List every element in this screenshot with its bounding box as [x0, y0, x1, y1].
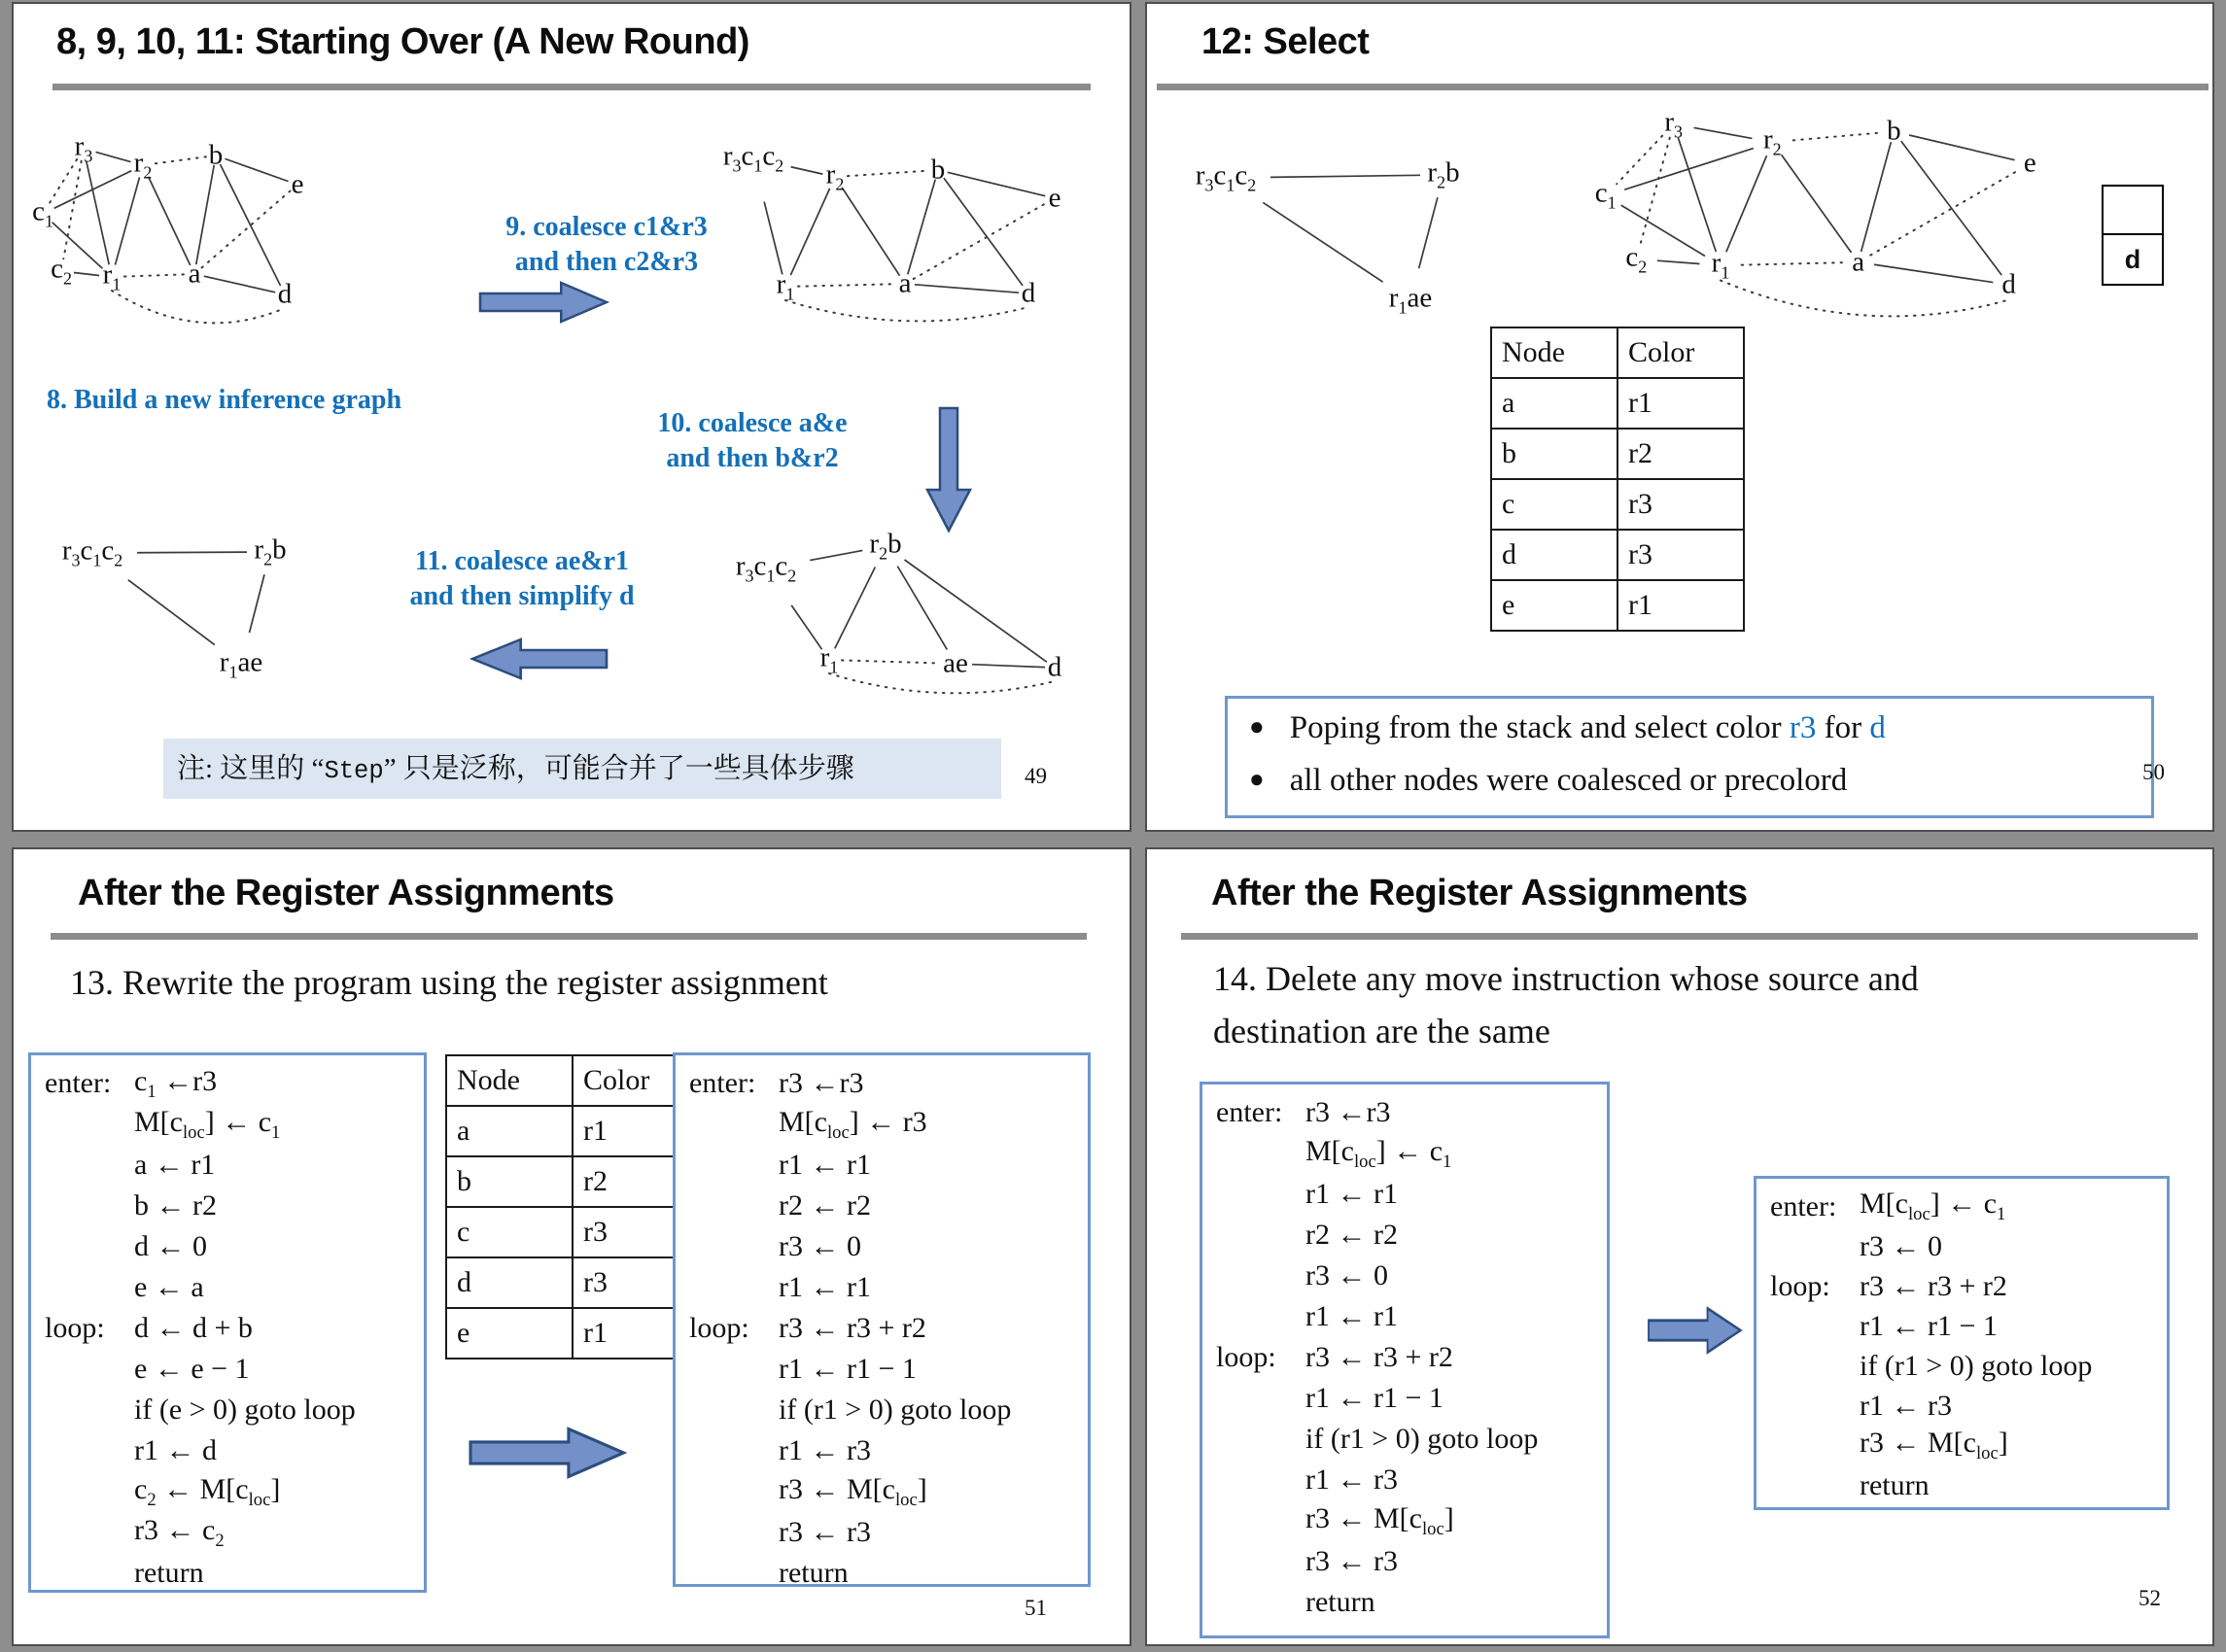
- code-line: r1 ← r3: [1860, 1389, 1952, 1422]
- code-line: return: [1860, 1468, 1930, 1501]
- slide-50: [1145, 2, 2214, 832]
- table-header: Color: [1617, 327, 1744, 378]
- code-line: r3 ← r3: [1305, 1545, 1398, 1577]
- graph-edges: [1580, 97, 2066, 358]
- code-line: d ← 0: [134, 1230, 207, 1262]
- graph-node-r1: $r_1$: [1711, 247, 1730, 283]
- slide-49: [12, 2, 1131, 832]
- graph-node-r2b: $r_2b$: [254, 533, 287, 569]
- table-header: Node: [446, 1055, 573, 1106]
- graph-node-r2: $r_2$: [1763, 123, 1782, 159]
- graph-node-b: b: [208, 139, 224, 171]
- step14-label-line1: 14. Delete any move instruction whose source and: [1213, 959, 1919, 998]
- graph-select-coalesced: [1165, 156, 1460, 318]
- graph-node-r3c1c2: $r_3c_1c_2$: [722, 140, 784, 176]
- code-line: enter: $M[c_{loc}]$ ← $c_1$: [1770, 1187, 2006, 1224]
- table-header-row: [446, 1055, 699, 1106]
- title-rule: [51, 933, 1087, 940]
- code-line: $c_2$ ← $M[c_{loc}]$: [134, 1472, 281, 1510]
- graph-node-e: e: [2023, 147, 2036, 179]
- graph-select-full: [1580, 97, 2066, 358]
- code-line: e ← e − 1: [134, 1353, 250, 1385]
- code-line: if (r1 > 0) goto loop: [779, 1394, 1012, 1426]
- graph-after-coalesce-c1r3-c2r3: [710, 140, 1079, 352]
- graph-node-b: b: [1887, 115, 1901, 147]
- code-line: return: [1305, 1586, 1375, 1618]
- code-line: loop: r3 ← r3 + r2: [1770, 1269, 2007, 1302]
- code-line: r3 ← 0: [1860, 1229, 1942, 1262]
- code-line: r3 ← r3: [779, 1516, 871, 1548]
- graph-node-r2: $r_2$: [133, 147, 153, 183]
- code-line: r1 ← r1 − 1: [779, 1353, 917, 1385]
- code-line: r3 ← $M[c_{loc}]$: [1305, 1501, 1454, 1539]
- code-line: r1 ← r1 − 1: [1305, 1382, 1443, 1414]
- table-row: e r1: [446, 1308, 699, 1359]
- table-row: b r2: [1491, 429, 1744, 479]
- table-row: b r2: [446, 1156, 699, 1207]
- graph-node-r2b: $r_2b$: [869, 528, 902, 564]
- graph-node-r2b: $r_2b$: [1427, 156, 1460, 192]
- interference-graph-initial: [27, 124, 319, 361]
- code-line: return: [134, 1557, 204, 1589]
- stack-cell-d: d: [2102, 235, 2164, 286]
- code-line: r2 ← r2: [1305, 1219, 1398, 1251]
- graph-after-coalesce-ae-br2: [717, 529, 1067, 718]
- graph-node-c1: $c_1$: [32, 195, 53, 231]
- graph-node-r2: $r_2$: [825, 158, 845, 194]
- select-stack: [2102, 185, 2164, 286]
- code-line: r1 ← r1 − 1: [1860, 1309, 1998, 1342]
- code-line: if (e > 0) goto loop: [134, 1394, 356, 1426]
- graph-node-r3c1c2: $r_3c_1c_2$: [1195, 159, 1257, 195]
- code-line: $M[c_{loc}]$ ← $c_1$: [1305, 1134, 1452, 1172]
- graph-node-r3: $r_3$: [1664, 106, 1683, 141]
- table-row: a r1: [1491, 378, 1744, 429]
- title-rule: [1157, 84, 2209, 90]
- graph-after-coalesce-aer1: [37, 529, 290, 682]
- code-line: if (r1 > 0) goto loop: [1305, 1423, 1539, 1455]
- code-line: r1 ← r3: [779, 1434, 871, 1466]
- page-number: 51: [1025, 1596, 1047, 1620]
- bullet-item: ● all other nodes were coalesced or precolord: [1249, 763, 1848, 798]
- graph-edges: [27, 124, 319, 361]
- code-line: $M[c_{loc}]$ ← $c_1$: [134, 1105, 281, 1143]
- graph-node-ae: ae: [943, 647, 968, 679]
- code-line: return: [779, 1557, 849, 1589]
- table-row: c r3: [446, 1207, 699, 1257]
- step8-label: 8. Build a new inference graph: [47, 385, 402, 415]
- bullet-dot: ●: [1249, 765, 1265, 793]
- code-line: if (r1 > 0) goto loop: [1860, 1349, 2093, 1382]
- slide-52: [1145, 847, 2214, 1646]
- code-line: r1 ← r3: [1305, 1463, 1398, 1496]
- code-after-rewrite: [673, 1052, 1091, 1587]
- code-line: $M[c_{loc}]$ ← r3: [779, 1105, 927, 1143]
- graph-node-d: d: [1021, 277, 1036, 309]
- graph-node-r1ae: $r_1ae$: [1388, 282, 1433, 318]
- code-line: enter: $c_1$ ←r3: [45, 1064, 218, 1102]
- graph-node-c1: $c_1$: [1594, 178, 1617, 213]
- graph-node-d: d: [277, 278, 293, 310]
- node-color-table: [1490, 327, 1745, 632]
- table-row: c r3: [1491, 479, 1744, 530]
- table-row: e r1: [1491, 580, 1744, 631]
- table-header: Node: [1491, 327, 1617, 378]
- graph-node-b: b: [930, 154, 946, 186]
- graph-node-e: e: [291, 168, 304, 200]
- code-line: enter: r3 ←r3: [1216, 1096, 1391, 1128]
- step9-label: 9. coalesce c1&r3 and then c2&r3: [505, 212, 708, 277]
- graph-node-e: e: [1048, 182, 1061, 214]
- code-line: r3 ← $M[c_{loc}]$: [1860, 1427, 2008, 1463]
- table-row: a r1: [446, 1106, 699, 1156]
- slide-52-title: After the Register Assignments: [1211, 873, 1748, 913]
- graph-node-c2: $c_2$: [51, 253, 72, 289]
- graph-node-c2: $c_2$: [1625, 241, 1648, 276]
- table-row: d r3: [446, 1257, 699, 1308]
- title-rule: [1181, 933, 2198, 940]
- slide-49-title: 8, 9, 10, 11: Starting Over (A New Round): [56, 21, 749, 62]
- title-rule: [52, 84, 1091, 90]
- code-line: r1 ← r1: [1305, 1300, 1398, 1332]
- code-line: r3 ← $M[c_{loc}]$: [779, 1472, 927, 1510]
- graph-node-a: a: [1852, 246, 1865, 278]
- code-line: r1 ← r1: [779, 1271, 871, 1303]
- select-bullets: [1225, 696, 2154, 818]
- step9-arrow-right-icon: [480, 281, 609, 324]
- slide-51: [12, 847, 1131, 1646]
- page-number: 52: [2139, 1586, 2161, 1610]
- code-line: loop: r3 ← r3 + r2: [1216, 1341, 1453, 1373]
- step11-arrow-left-icon: [470, 637, 607, 680]
- graph-node-r1: $r_1$: [102, 258, 122, 294]
- graph-node-r1ae: $r_1ae$: [219, 646, 263, 682]
- code-line: r3 ← 0: [779, 1230, 861, 1262]
- slide-51-title: After the Register Assignments: [78, 873, 614, 913]
- table-header: Color: [573, 1055, 699, 1106]
- graph-node-d: d: [1047, 651, 1062, 683]
- graph-node-r1: $r_1$: [776, 268, 795, 304]
- code-final: [1754, 1176, 2170, 1510]
- code-line: r3 ← $c_2$: [134, 1513, 225, 1551]
- node-color-table: [445, 1054, 700, 1359]
- table-row: d r3: [1491, 530, 1744, 580]
- graph-node-r1: $r_1$: [819, 641, 839, 677]
- graph-node-a: a: [898, 267, 912, 299]
- step11-label: 11. coalesce ae&r1 and then simplify d: [409, 546, 635, 611]
- cn-note: 注: 这里的 “Step” 只是泛称，可能合并了一些具体步骤: [163, 739, 1001, 799]
- code-line: r2 ← r2: [779, 1189, 871, 1222]
- code-line: loop: d ← d + b: [45, 1312, 253, 1344]
- step14-label-line2: destination are the same: [1213, 1012, 1550, 1050]
- code-line: r1 ← d: [134, 1434, 217, 1466]
- code-line: loop: r3 ← r3 + r2: [689, 1312, 926, 1344]
- graph-node-r3c1c2: $r_3c_1c_2$: [735, 550, 797, 586]
- slide-50-title: 12: Select: [1201, 21, 1370, 62]
- page-number: 50: [2142, 760, 2165, 784]
- code-line: e ← a: [134, 1271, 204, 1303]
- bullet-dot: ●: [1249, 712, 1265, 740]
- code-before-rewrite: [28, 1052, 427, 1593]
- delete-move-arrow-right-icon: [1649, 1306, 1742, 1355]
- step10-arrow-down-icon: [925, 408, 972, 533]
- graph-node-a: a: [188, 258, 201, 290]
- code-with-moves: [1200, 1082, 1610, 1638]
- step13-label: 13. Rewrite the program using the register assignment: [70, 963, 828, 1002]
- graph-node-d: d: [2001, 268, 2016, 300]
- code-line: r1 ← r1: [1305, 1178, 1398, 1210]
- step10-label: 10. coalesce a&e and then b&r2: [657, 408, 848, 473]
- code-line: enter: r3 ←r3: [689, 1067, 864, 1099]
- stack-cell-empty: [2102, 185, 2164, 235]
- rewrite-arrow-right-icon: [470, 1427, 626, 1479]
- code-line: b ← r2: [134, 1189, 217, 1222]
- table-header-row: [1491, 327, 1744, 378]
- code-line: r3 ← 0: [1305, 1259, 1388, 1291]
- page-number: 49: [1025, 764, 1047, 788]
- code-line: a ← r1: [134, 1149, 216, 1181]
- graph-node-r3: $r_3$: [74, 130, 93, 166]
- graph-node-r3c1c2: $r_3c_1c_2$: [61, 534, 123, 570]
- bullet-item: ● Poping from the stack and select color r3 for d: [1249, 710, 1886, 745]
- code-line: r1 ← r1: [779, 1149, 871, 1181]
